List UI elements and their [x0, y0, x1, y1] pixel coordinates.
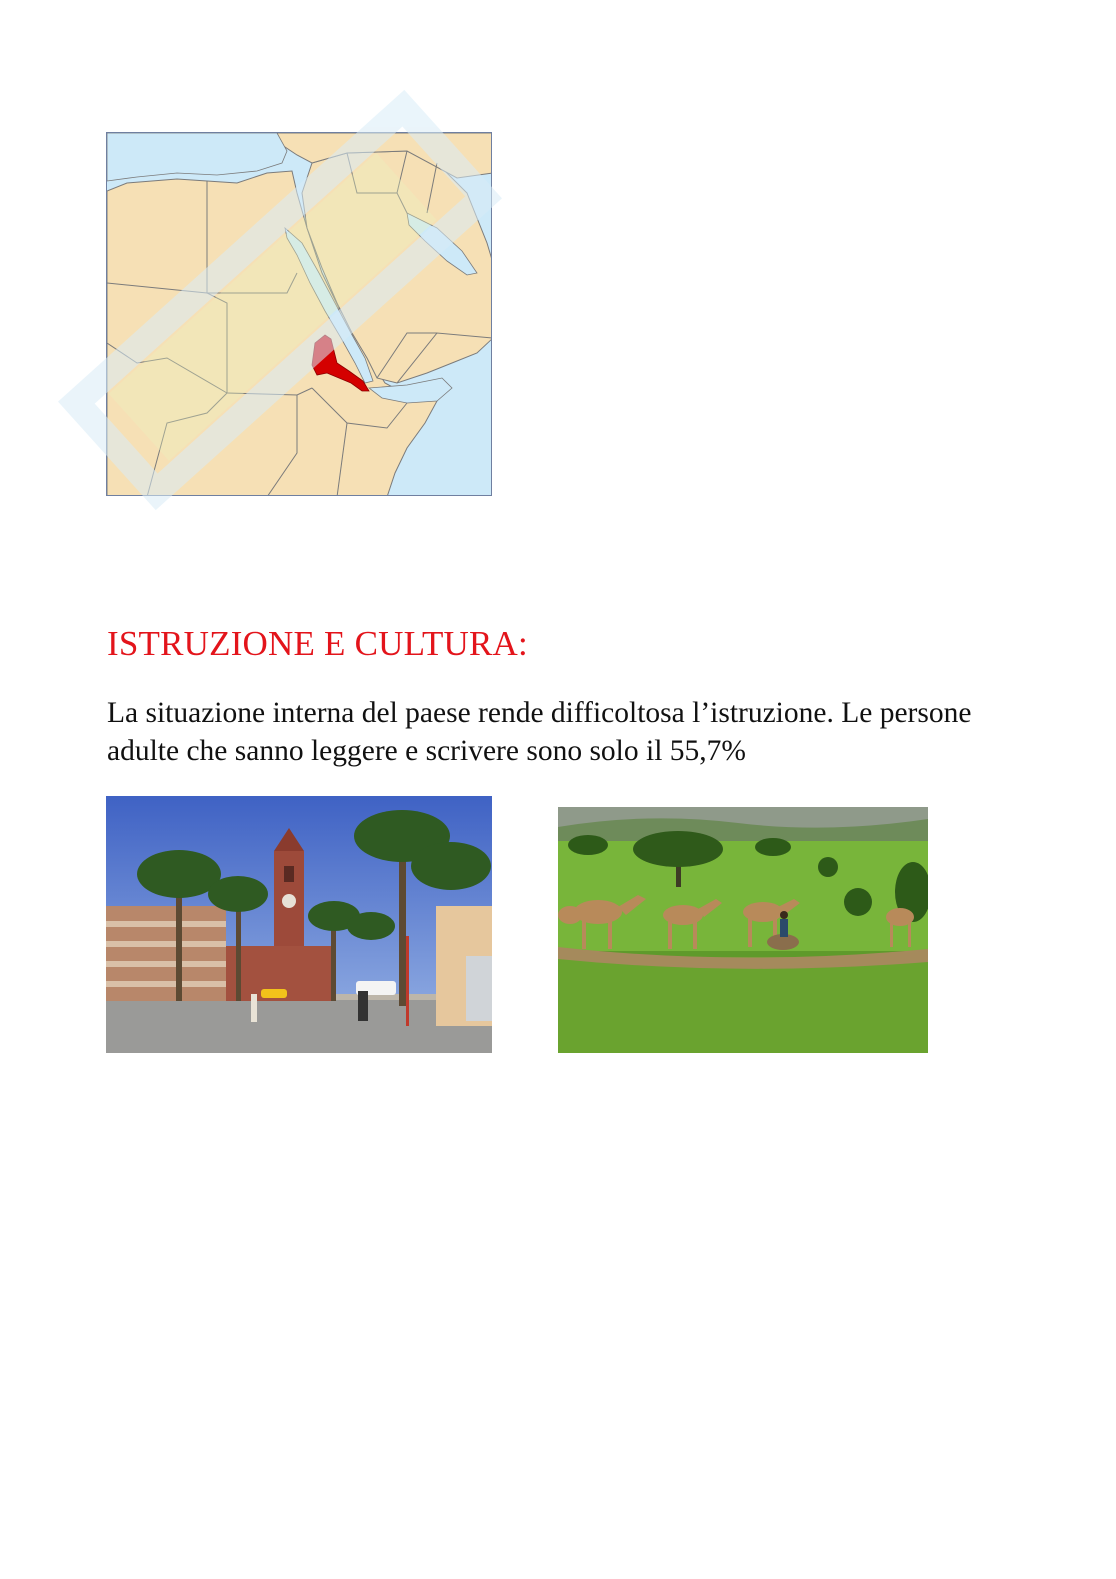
striped-building — [106, 906, 226, 1001]
location-map-graphic — [107, 133, 492, 496]
city-street-photo — [106, 796, 492, 1053]
location-map — [106, 132, 492, 496]
section-heading: ISTRUZIONE E CULTURA: — [107, 624, 528, 663]
camels-photo — [558, 807, 928, 1053]
section-paragraph: La situazione interna del paese rende difficoltosa l’istruzione. Le persone adulte che sanno leggere e scrivere sono solo il 55,7% — [107, 697, 972, 767]
